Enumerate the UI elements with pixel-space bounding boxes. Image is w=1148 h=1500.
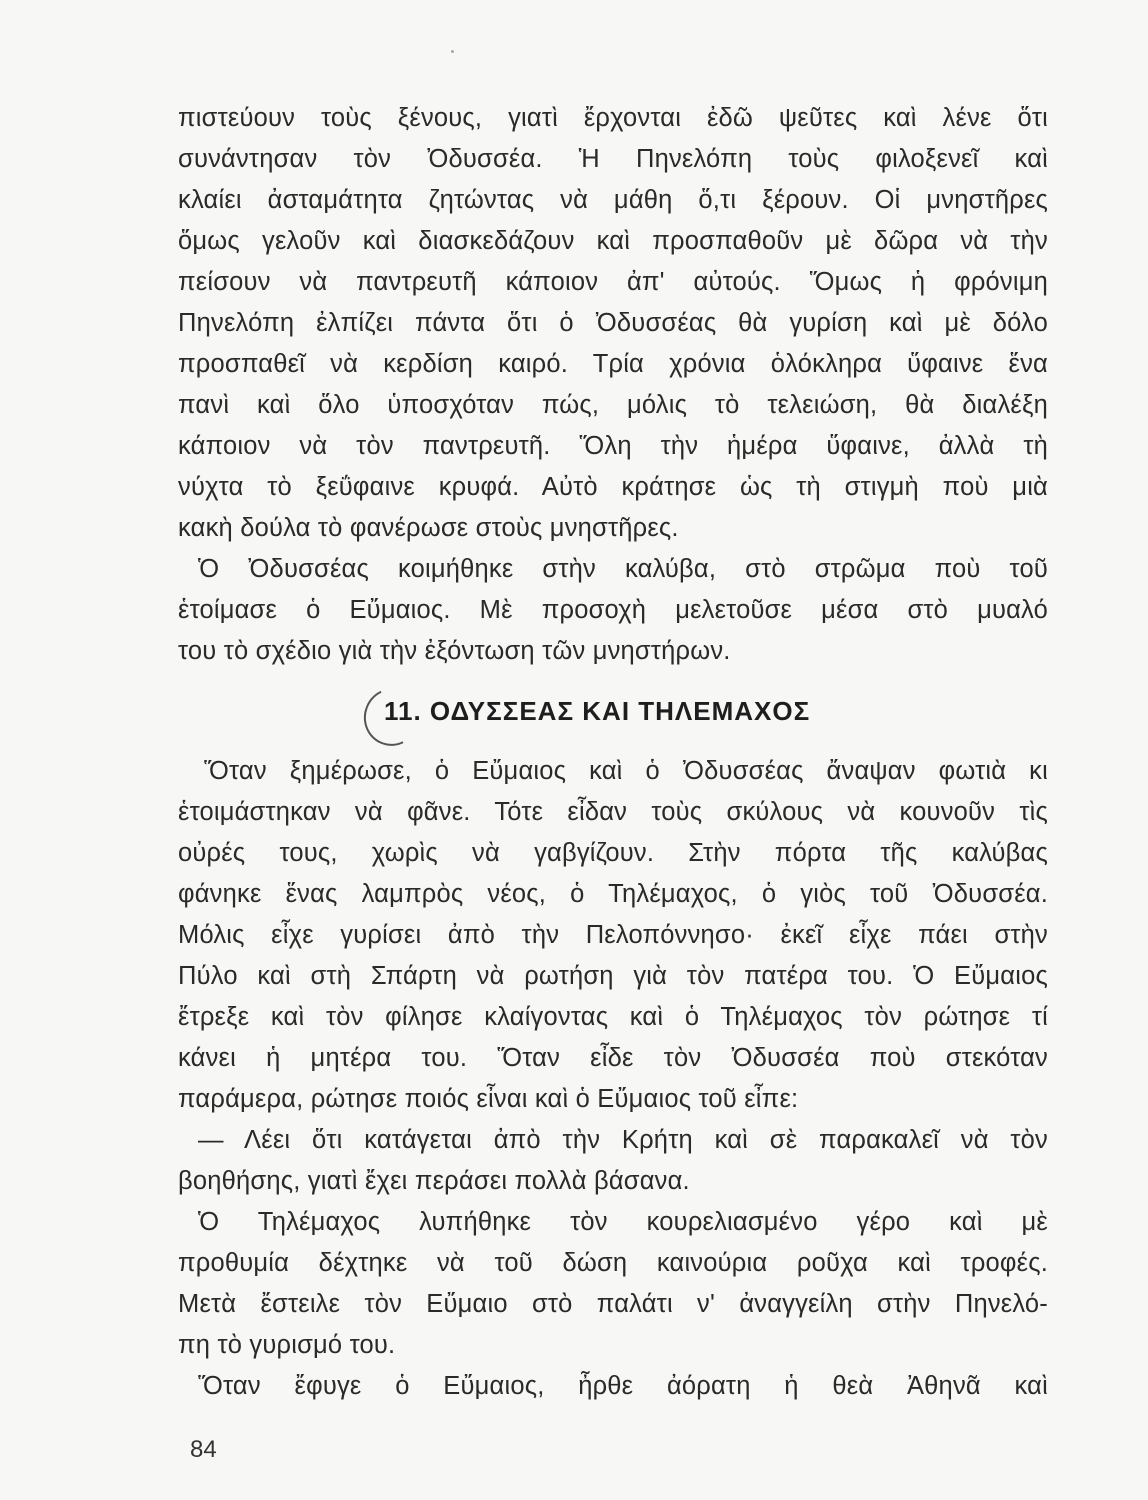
text-line: προθυμία δέχτηκε νὰ τοῦ δώση καινούρια ροῦχα καὶ τροφές.: [178, 1249, 1048, 1277]
text-line: Ὁ Ὀδυσσέας κοιμήθηκε στὴν καλύβα, στὸ στρῶμα ποὺ τοῦ: [198, 555, 1048, 583]
text-line: συνάντησαν τὸν Ὀδυσσέα. Ἡ Πηνελόπη τοὺς φιλοξενεῖ καὶ: [178, 145, 1048, 173]
text-line: κάποιον νὰ τὸν παντρευτῆ. Ὅλη τὴν ἡμέρα ὕφαινε, ἀλλὰ τὴ: [178, 432, 1048, 460]
text-line: Μόλις εἶχε γυρίσει ἀπὸ τὴν Πελοπόννησο· ἐκεῖ εἶχε πάει στὴν: [178, 921, 1048, 949]
text-line: ἑτοίμασε ὁ Εὔμαιος. Μὲ προσοχὴ μελετοῦσε μέσα στὸ μυαλό: [178, 596, 1048, 624]
print-speck: [451, 50, 454, 53]
text-line: ἑτοιμάστηκαν νὰ φᾶνε. Τότε εἶδαν τοὺς σκύλους νὰ κουνοῦν τὶς: [178, 798, 1048, 826]
text-line: Ὅταν ἔφυγε ὁ Εὔμαιος, ἦρθε ἀόρατη ἡ θεὰ Ἀθηνᾶ καὶ: [198, 1372, 1048, 1400]
text-line: κάνει ἡ μητέρα του. Ὅταν εἶδε τὸν Ὀδυσσέα ποὺ στεκόταν: [178, 1044, 1048, 1072]
text-line: Ὁ Τηλέμαχος λυπήθηκε τὸν κουρελιασμένο γέρο καὶ μὲ: [198, 1208, 1048, 1236]
paragraph-block-after-heading: [178, 751, 1048, 1407]
text-line: κακὴ δούλα τὸ φανέρωσε στοὺς μνηστῆρες.: [178, 514, 679, 542]
text-line: ἔτρεξε καὶ τὸν φίλησε κλαίγοντας καὶ ὁ Τηλέμαχος τὸν ρώτησε τί: [178, 1003, 1048, 1031]
text-line: Πηνελόπη ἐλπίζει πάντα ὅτι ὁ Ὀδυσσέας θὰ γυρίση καὶ μὲ δόλο: [178, 309, 1048, 337]
text-line: κλαίει ἀσταμάτητα ζητώντας νὰ μάθη ὅ,τι ξέρουν. Οἱ μνηστῆρες: [178, 186, 1048, 214]
text-line: — Λέει ὅτι κατάγεται ἀπὸ τὴν Κρήτη καὶ σὲ παρακαλεῖ νὰ τὸν: [198, 1126, 1048, 1154]
text-line: βοηθήσης, γιατὶ ἔχει περάσει πολλὰ βάσανα.: [178, 1167, 690, 1195]
text-line: Πύλο καὶ στὴ Σπάρτη νὰ ρωτήση γιὰ τὸν πατέρα του. Ὁ Εὔμαιος: [178, 962, 1048, 990]
page-number: 84: [190, 1436, 217, 1463]
text-line: πιστεύουν τοὺς ξένους, γιατὶ ἔρχονται ἐδῶ ψεῦτες καὶ λένε ὅτι: [178, 104, 1048, 132]
text-line: ὅμως γελοῦν καὶ διασκεδάζουν καὶ προσπαθοῦν μὲ δῶρα νὰ τὴν: [178, 227, 1048, 255]
text-line: πανὶ καὶ ὅλο ὑποσχόταν πώς, μόλις τὸ τελειώση, θὰ διαλέξη: [178, 391, 1048, 419]
text-line: Ὅταν ξημέρωσε, ὁ Εὔμαιος καὶ ὁ Ὀδυσσέας ἄναψαν φωτιὰ κι: [204, 757, 1048, 785]
text-line: παράμερα, ρώτησε ποιός εἶναι καὶ ὁ Εὔμαιος τοῦ εἶπε:: [178, 1085, 799, 1113]
text-line: Μετὰ ἔστειλε τὸν Εὔμαιο στὸ παλάτι ν' ἀναγγείλη στὴν Πηνελό-: [178, 1290, 1048, 1318]
text-line: πείσουν νὰ παντρευτῆ κάποιον ἀπ' αὐτούς. Ὅμως ἡ φρόνιμη: [178, 268, 1048, 296]
text-line: οὐρές τους, χωρὶς νὰ γαβγίζουν. Στὴν πόρτα τῆς καλύβας: [178, 839, 1048, 867]
text-line: νύχτα τὸ ξεΰφαινε κρυφά. Αὐτὸ κράτησε ὡς τὴ στιγμὴ ποὺ μιὰ: [178, 473, 1048, 501]
text-line: προσπαθεῖ νὰ κερδίση καιρό. Τρία χρόνια ὁλόκληρα ὕφαινε ἕνα: [178, 350, 1048, 378]
paragraph-block-before-heading: [178, 98, 1048, 672]
text-line: πη τὸ γυρισμό του.: [178, 1331, 396, 1359]
text-line: του τὸ σχέδιο γιὰ τὴν ἐξόντωση τῶν μνηστήρων.: [178, 637, 731, 665]
chapter-heading: 11. ΟΔΥΣΣΕΑΣ ΚΑΙ ΤΗΛΕΜΑΧΟΣ: [384, 696, 811, 726]
text-line: φάνηκε ἕνας λαμπρὸς νέος, ὁ Τηλέμαχος, ὁ γιὸς τοῦ Ὀδυσσέα.: [178, 880, 1048, 908]
